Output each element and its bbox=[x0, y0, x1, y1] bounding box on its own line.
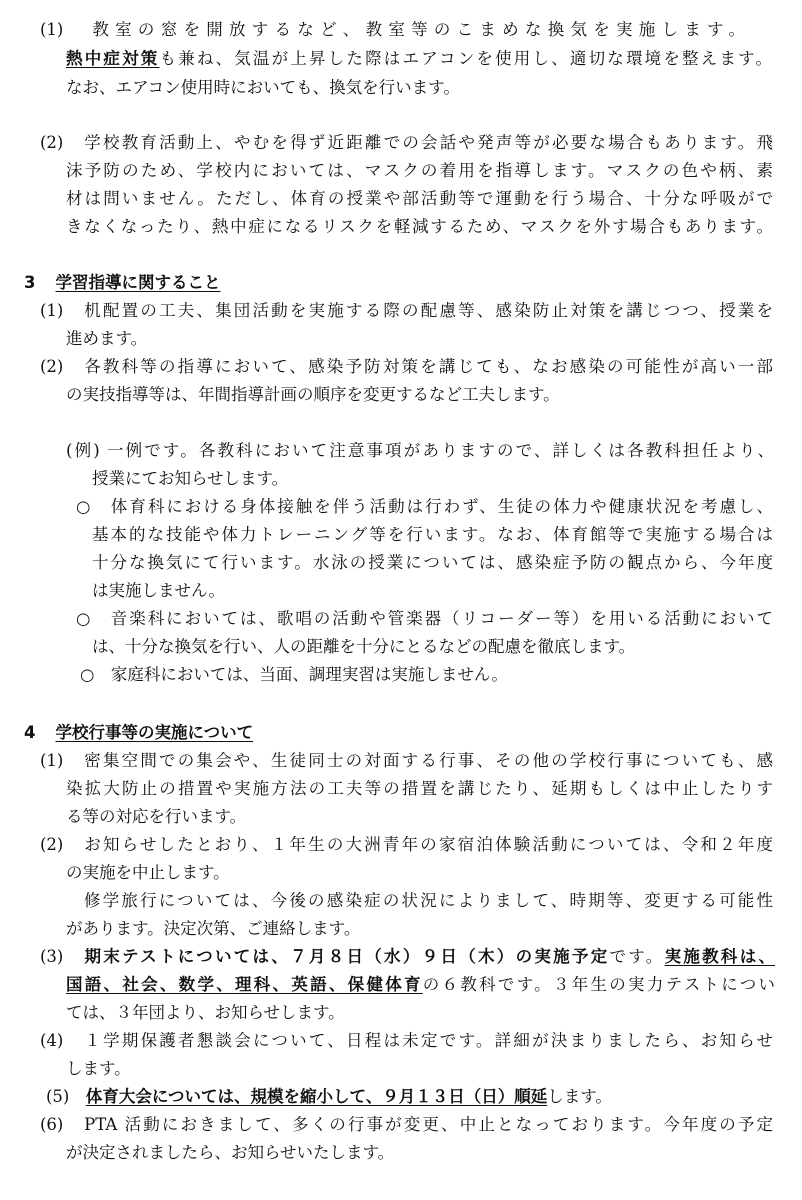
s2-item2-line1: (2) 学校教育活動上、やむを得ず近距離での会話や発声等が必要な場合もあります。飛 bbox=[40, 133, 773, 152]
s3-item2-line1: (2) 各教科等の指導において、感染予防対策を講じても、なお感染の可能性が高い一部 bbox=[40, 357, 773, 376]
s4-item1-line2: 染拡大防止の措置や実施方法の工夫等の措置を講じたり、延期もしくは中止したりす bbox=[66, 779, 773, 798]
sports-festival-emphasis: 体育大会については、規模を縮小して、９月１３日（日）順延 bbox=[85, 1087, 548, 1106]
s3-example-line1: (例) 一例です。各教科において注意事項がありますので、詳しくは各教科担任より、 bbox=[66, 441, 774, 460]
s4-item3-number: (3) bbox=[40, 947, 85, 966]
s3-pe-line2: 基本的な技能や体力トレーニング等を行います。なお、体育館等で実施する場合は bbox=[92, 525, 773, 544]
s4-item4-line1: (4) １学期保護者懇談会について、日程は未定です。詳細が決まりましたら、お知らせ bbox=[40, 1031, 773, 1050]
s3-item1-line1: (1) 机配置の工夫、集団活動を実施する際の配慮等、感染防止対策を講じつつ、授業を bbox=[40, 301, 773, 320]
s3-pe-line4: は実施しません。 bbox=[92, 581, 225, 600]
exam-subject-list: 国語、社会、数学、理科、英語、保健体育 bbox=[66, 975, 423, 994]
s4-item2-line4: があります。決定次第、ご連絡します。 bbox=[66, 919, 361, 938]
heatstroke-emphasis: 熱中症対策 bbox=[66, 49, 160, 68]
s4-item2-line1: (2) お知らせしたとおり、１年生の大洲青年の家宿泊体験活動については、令和２年度 bbox=[40, 835, 773, 854]
s4-item5-line1 bbox=[46, 1084, 612, 1110]
s3-pe-line1: ○ 体育科における身体接触を伴う活動は行わず、生徒の体力や健康状況を考慮し、 bbox=[76, 497, 773, 516]
section4-number: 4 bbox=[24, 723, 36, 742]
s3-music-line2: は、十分な換気を行い、人の距離を十分にとるなどの配慮を徹底します。 bbox=[92, 637, 636, 656]
s3-item1-line2: 進めます。 bbox=[66, 329, 148, 348]
s2-item1-line3: なお、エアコン使用時においても、換気を行います。 bbox=[66, 78, 460, 97]
s4-item3-line1-mid: です。 bbox=[609, 947, 665, 966]
s4-item3-line3: ては、３年団より、お知らせします。 bbox=[66, 1003, 345, 1022]
s4-item2-line3: 修学旅行については、今後の感染症の状況によりまして、時期等、変更する可能性 bbox=[84, 891, 773, 910]
s4-item3-line2-rest: の６教科です。３年生の実力テストについ bbox=[422, 975, 775, 994]
s4-item4-line2: します。 bbox=[66, 1059, 131, 1078]
section3-title: 学習指導に関すること bbox=[55, 273, 221, 292]
s2-item1-line2-rest: も兼ね、気温が上昇した際はエアコンを使用し、適切な環境を整えます。 bbox=[159, 49, 772, 68]
s2-item1-line2 bbox=[66, 46, 772, 72]
s3-item2-line2: の実技指導等は、年間指導計画の順序を変更するなど工夫します。 bbox=[66, 385, 560, 404]
s4-item1-line1: (1) 密集空間での集会や、生徒同士の対面する行事、その他の学校行事についても、感 bbox=[40, 751, 773, 770]
s4-item2-line2: の実施を中止します。 bbox=[66, 863, 230, 882]
s4-item3-line1 bbox=[40, 944, 775, 970]
s4-item3-line2 bbox=[66, 972, 775, 998]
s2-item1-line1: (1) 教室の窓を開放するなど、教室等のこまめな換気を実施します。 bbox=[40, 20, 745, 39]
section3-heading bbox=[24, 270, 220, 296]
exam-schedule-emphasis: 期末テストについては、７月８日（水）９日（木）の実施予定 bbox=[84, 947, 610, 966]
section4-heading bbox=[24, 720, 253, 746]
s4-item5-number: (5) bbox=[46, 1087, 86, 1106]
s4-item5-rest: します。 bbox=[547, 1087, 612, 1106]
s4-item1-line3: る等の対応を行います。 bbox=[66, 807, 247, 826]
s4-item6-line2: が決定されましたら、お知らせいたします。 bbox=[66, 1143, 395, 1162]
s3-pe-line3: 十分な換気にて行います。水泳の授業については、感染症予防の観点から、今年度 bbox=[92, 553, 773, 572]
s2-item2-line2: 沫予防のため、学校内においては、マスクの着用を指導します。マスクの色や柄、素 bbox=[66, 161, 773, 180]
section4-title: 学校行事等の実施について bbox=[55, 723, 254, 742]
exam-subjects-emphasis: 実施教科は、 bbox=[664, 947, 775, 966]
s4-item6-line1: (6) PTA 活動におきまして、多くの行事が変更、中止となっております。今年度の予定 bbox=[40, 1115, 773, 1134]
s3-example-line2: 授業にてお知らせします。 bbox=[92, 469, 289, 488]
s3-home-line1: ○ 家庭科においては、当面、調理実習は実施しません。 bbox=[80, 665, 508, 684]
s2-item2-line3: 材は問いません。ただし、体育の授業や部活動等で運動を行う場合、十分な呼吸がで bbox=[66, 189, 773, 208]
s2-item2-line4: きなくなったり、熱中症になるリスクを軽減するため、マスクを外す場合もあります。 bbox=[66, 217, 773, 236]
section3-number: 3 bbox=[24, 273, 36, 292]
s3-music-line1: ○ 音楽科においては、歌唱の活動や管楽器（リコーダー等）を用いる活動において bbox=[76, 609, 773, 628]
